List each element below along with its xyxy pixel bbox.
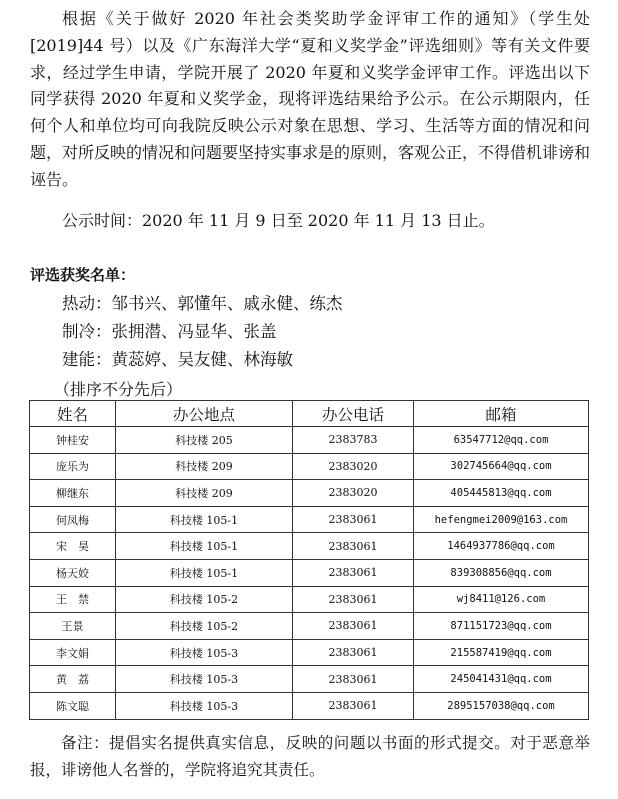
table-row (30, 480, 589, 507)
cell-office: 科技楼 105-3 (116, 692, 293, 719)
cell-office: 科技楼 105-3 (116, 639, 293, 666)
cell-name: 王景 (30, 613, 116, 640)
cell-office: 科技楼 205 (116, 427, 293, 454)
intro-paragraph: 根据《关于做好 2020 年社会类奖助学金评审工作的通知》（学生处[2019]44 号）以及《广东海洋大学“夏和义奖学金”评选细则》等有关文件要求，经过学生申请，学院开展了 2020 年夏和义奖学金评审工作。评选出以下同学获得 2020 年夏和义奖学金，现将评选结果给予公示。在公示期限内，任何个人和单位均可向我院反映公示对象在思想、学习、生活等方面的情况和问题，对所反映的情况和问题要坚持实事求是的原则，客观公正，不得借机诽谤和诬告。 (30, 9, 591, 189)
award-refrigeration: 制冷：张拥潜、冯显华、张盖 (62, 322, 277, 341)
cell-phone: 2383061 (293, 586, 414, 613)
cell-email[interactable]: 245041431@qq.com (414, 666, 589, 693)
table-row (30, 533, 589, 560)
remark-paragraph: 备注：提倡实名提供真实信息，反映的问题以书面的形式提交。对于恶意举报，诽谤他人名誉的，学院将追究其责任。 (30, 734, 590, 779)
cell-phone: 2383020 (293, 453, 414, 480)
cell-email[interactable]: 405445813@qq.com (414, 480, 589, 507)
cell-name: 庞乐为 (30, 453, 116, 480)
cell-phone: 2383061 (293, 533, 414, 560)
table-row (30, 559, 589, 586)
cell-office: 科技楼 105-1 (116, 506, 293, 533)
cell-email[interactable]: wj8411@126.com (414, 586, 589, 613)
cell-name: 宋 昊 (30, 533, 116, 560)
cell-phone: 2383061 (293, 666, 414, 693)
cell-email[interactable]: 871151723@qq.com (414, 613, 589, 640)
cell-office: 科技楼 105-1 (116, 559, 293, 586)
table-row (30, 453, 589, 480)
cell-name: 杨天姣 (30, 559, 116, 586)
cell-email[interactable]: 215587419@qq.com (414, 639, 589, 666)
table-row (30, 427, 589, 454)
contact-table (29, 400, 589, 720)
cell-office: 科技楼 209 (116, 480, 293, 507)
cell-phone: 2383061 (293, 639, 414, 666)
cell-email[interactable]: 302745664@qq.com (414, 453, 589, 480)
cell-phone: 2383061 (293, 559, 414, 586)
cell-email[interactable]: hefengmei2009@163.com (414, 506, 589, 533)
table-row (30, 639, 589, 666)
cell-office: 科技楼 105-1 (116, 533, 293, 560)
header-office: 办公地点 (116, 401, 293, 427)
table-row (30, 506, 589, 533)
table-row (30, 613, 589, 640)
cell-email[interactable]: 839308856@qq.com (414, 559, 589, 586)
award-building-energy: 建能：黄蕊婷、吴友健、林海敏 (62, 350, 293, 369)
cell-name: 何凤梅 (30, 506, 116, 533)
table-body (30, 427, 589, 720)
cell-name: 王 禁 (30, 586, 116, 613)
cell-email[interactable]: 2895157038@qq.com (414, 692, 589, 719)
cell-name: 钟桂安 (30, 427, 116, 454)
award-heat-power: 热动：邹书兴、郭懂年、戚永健、练杰 (62, 294, 343, 313)
cell-name: 柳继东 (30, 480, 116, 507)
cell-phone: 2383061 (293, 692, 414, 719)
table-row (30, 666, 589, 693)
cell-email[interactable]: 1464937786@qq.com (414, 533, 589, 560)
table-header-row (30, 401, 589, 427)
header-phone: 办公电话 (293, 401, 414, 427)
cell-phone: 2383061 (293, 613, 414, 640)
award-list-title: 评选获奖名单： (30, 266, 136, 284)
table-row (30, 586, 589, 613)
cell-name: 李文娟 (30, 639, 116, 666)
cell-office: 科技楼 105-3 (116, 666, 293, 693)
cell-name: 黄 荔 (30, 666, 116, 693)
cell-phone: 2383783 (293, 427, 414, 454)
cell-email[interactable]: 63547712@qq.com (414, 427, 589, 454)
order-note: （排序不分先后） (54, 380, 183, 399)
header-email: 邮箱 (414, 401, 589, 427)
cell-phone: 2383061 (293, 506, 414, 533)
table-row (30, 692, 589, 719)
cell-name: 陈文聪 (30, 692, 116, 719)
cell-office: 科技楼 105-2 (116, 586, 293, 613)
cell-office: 科技楼 105-2 (116, 613, 293, 640)
cell-office: 科技楼 209 (116, 453, 293, 480)
cell-phone: 2383020 (293, 480, 414, 507)
header-name: 姓名 (30, 401, 116, 427)
publicity-time: 公示时间：2020 年 11 月 9 日至 2020 年 11 月 13 日止。 (62, 211, 495, 230)
